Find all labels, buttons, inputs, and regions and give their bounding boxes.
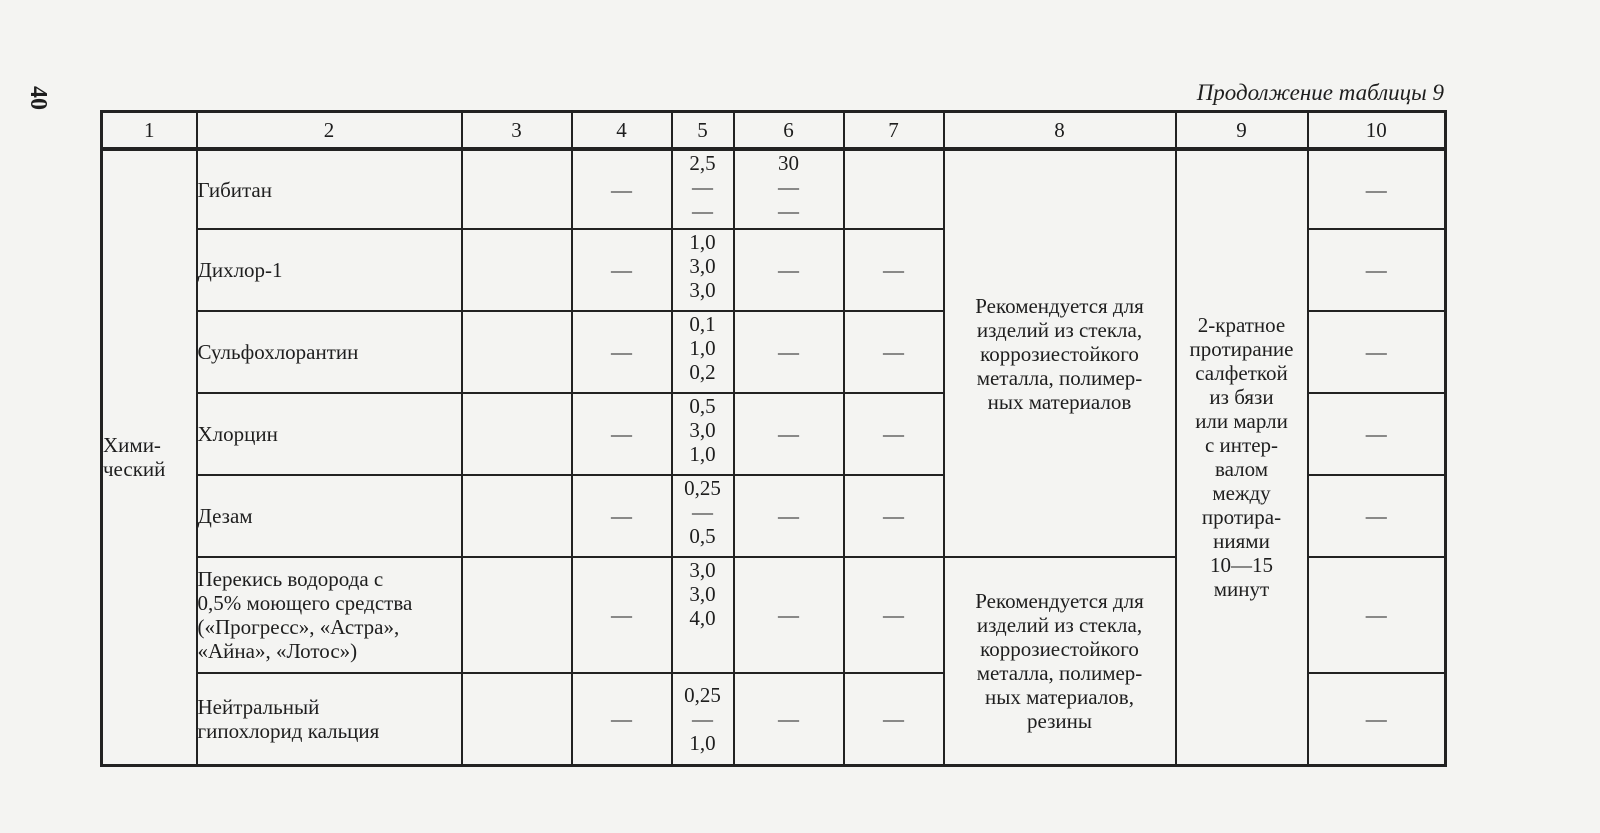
concentration-value: 3,0 bbox=[689, 418, 716, 442]
recommendation-text: коррозиестойкого bbox=[980, 636, 1139, 661]
exposure-value: — bbox=[778, 175, 799, 199]
concentration-value: 3,0 bbox=[689, 278, 716, 302]
col7-cell: — bbox=[844, 311, 944, 393]
concentration-value: 0,5 bbox=[689, 394, 716, 418]
empty-cell bbox=[462, 557, 572, 673]
procedure-cell bbox=[1176, 149, 1308, 765]
recommendation-text: изделий из стекла, bbox=[976, 317, 1143, 342]
header-cell: 8 bbox=[944, 112, 1176, 150]
empty-cell bbox=[462, 149, 572, 229]
header-cell: 6 bbox=[734, 112, 844, 150]
concentration-value: — bbox=[692, 199, 713, 223]
concentration-value: 0,1 bbox=[689, 312, 716, 336]
header-row bbox=[102, 112, 1446, 150]
agent-name: («Прогресс», «Астра», bbox=[197, 615, 400, 639]
col7-cell: — bbox=[844, 229, 944, 311]
empty-cell bbox=[462, 311, 572, 393]
col4-cell: — bbox=[572, 393, 672, 475]
col4-cell: — bbox=[572, 557, 672, 673]
col7-cell: — bbox=[844, 475, 944, 557]
agent-name: Дихлор-1 bbox=[197, 258, 283, 282]
recommendation-cell bbox=[944, 149, 1176, 557]
recommendation-text: Рекомендуется для bbox=[975, 293, 1144, 318]
col4-cell: — bbox=[572, 475, 672, 557]
recommendation-text: Рекомендуется для bbox=[975, 588, 1144, 613]
procedure-text: 10—15 bbox=[1210, 553, 1273, 578]
concentration-cell bbox=[672, 673, 734, 765]
recommendation-text: коррозиестойкого bbox=[980, 341, 1139, 366]
col10-cell: — bbox=[1308, 311, 1446, 393]
exposure-cell: — bbox=[734, 673, 844, 765]
header-cell: 5 bbox=[672, 112, 734, 150]
col10-cell: — bbox=[1308, 229, 1446, 311]
procedure-text: протирание bbox=[1189, 337, 1294, 362]
header-cell: 9 bbox=[1176, 112, 1308, 150]
method-text: Хими- bbox=[103, 433, 161, 458]
method-cell bbox=[102, 149, 197, 765]
agent-name: Дезам bbox=[197, 504, 253, 528]
procedure-text: 2-кратное bbox=[1197, 313, 1286, 338]
col10-cell: — bbox=[1308, 557, 1446, 673]
col10-cell: — bbox=[1308, 475, 1446, 557]
procedure-text: или марли bbox=[1195, 409, 1288, 434]
concentration-value: — bbox=[692, 175, 713, 199]
concentration-value: 1,0 bbox=[689, 442, 716, 466]
concentration-value: 0,25 bbox=[684, 682, 721, 707]
table-caption: Продолжение таблицы 9 bbox=[1196, 80, 1444, 105]
concentration-value: 3,0 bbox=[689, 254, 716, 278]
col10-cell: — bbox=[1308, 149, 1446, 229]
agent-name-cell bbox=[197, 311, 462, 393]
agent-name-cell bbox=[197, 149, 462, 229]
exposure-cell bbox=[734, 149, 844, 229]
agent-name: «Айна», «Лотос») bbox=[197, 639, 358, 663]
exposure-cell: — bbox=[734, 557, 844, 673]
recommendation-text: металла, полимер- bbox=[976, 660, 1143, 685]
concentration-value: 3,0 bbox=[689, 558, 716, 582]
agent-name: Нейтральный bbox=[197, 694, 320, 719]
agent-name-cell bbox=[197, 673, 462, 765]
method-text: ческий bbox=[103, 457, 166, 482]
recommendation-text: ных материалов, bbox=[985, 684, 1134, 709]
agent-name: Сульфохлорантин bbox=[197, 340, 359, 364]
empty-cell bbox=[462, 393, 572, 475]
exposure-cell: — bbox=[734, 229, 844, 311]
header-cell: 2 bbox=[197, 112, 462, 150]
disinfection-table bbox=[100, 110, 1447, 767]
concentration-cell bbox=[672, 557, 734, 673]
col10-cell: — bbox=[1308, 393, 1446, 475]
concentration-value: 0,5 bbox=[689, 524, 716, 548]
col7-cell: — bbox=[844, 393, 944, 475]
concentration-value: — bbox=[692, 706, 713, 731]
recommendation-text: ных материалов bbox=[987, 389, 1132, 414]
concentration-value: — bbox=[692, 500, 713, 524]
recommendation-text: металла, полимер- bbox=[976, 365, 1143, 390]
agent-name-cell bbox=[197, 475, 462, 557]
procedure-text: ниями bbox=[1213, 529, 1270, 554]
procedure-text: протира- bbox=[1201, 505, 1282, 530]
empty-cell bbox=[462, 475, 572, 557]
agent-name: Хлорцин bbox=[197, 422, 278, 446]
col10-cell: — bbox=[1308, 673, 1446, 765]
concentration-cell bbox=[672, 229, 734, 311]
col4-cell: — bbox=[572, 311, 672, 393]
procedure-text: с интер- bbox=[1204, 433, 1279, 458]
exposure-cell: — bbox=[734, 475, 844, 557]
concentration-value: 2,5 bbox=[689, 151, 716, 175]
concentration-value: 4,0 bbox=[689, 606, 716, 630]
exposure-cell: — bbox=[734, 393, 844, 475]
agent-name: Перекись водорода с bbox=[197, 567, 384, 591]
agent-name-cell bbox=[197, 393, 462, 475]
procedure-text: из бязи bbox=[1209, 385, 1274, 410]
exposure-value: — bbox=[778, 199, 799, 223]
concentration-value: 1,0 bbox=[689, 230, 716, 254]
concentration-cell bbox=[672, 311, 734, 393]
procedure-text: валом bbox=[1214, 457, 1268, 482]
concentration-cell bbox=[672, 475, 734, 557]
concentration-value: 0,2 bbox=[689, 360, 716, 384]
col4-cell: — bbox=[572, 673, 672, 765]
recommendation-text: изделий из стекла, bbox=[976, 612, 1143, 637]
recommendation-text: резины bbox=[1027, 708, 1092, 733]
header-cell: 4 bbox=[572, 112, 672, 150]
col4-cell: — bbox=[572, 149, 672, 229]
header-cell: 10 bbox=[1308, 112, 1446, 150]
exposure-cell: — bbox=[734, 311, 844, 393]
empty-cell bbox=[462, 229, 572, 311]
header-cell: 3 bbox=[462, 112, 572, 150]
concentration-cell bbox=[672, 149, 734, 229]
procedure-text: салфеткой bbox=[1195, 361, 1288, 386]
exposure-value: 30 bbox=[778, 151, 799, 175]
col4-cell: — bbox=[572, 229, 672, 311]
agent-name-cell bbox=[197, 229, 462, 311]
page-number: 40 bbox=[25, 86, 52, 110]
concentration-value: 0,25 bbox=[684, 476, 721, 500]
col7-cell: — bbox=[844, 557, 944, 673]
col7-cell: — bbox=[844, 673, 944, 765]
concentration-value: 3,0 bbox=[689, 582, 716, 606]
agent-name-cell bbox=[197, 557, 462, 673]
concentration-value: 1,0 bbox=[689, 730, 716, 755]
concentration-value: 1,0 bbox=[689, 336, 716, 360]
agent-name: 0,5% моющего средства bbox=[197, 591, 413, 615]
col7-cell bbox=[844, 149, 944, 229]
concentration-cell bbox=[672, 393, 734, 475]
agent-name: гипохлорид кальция bbox=[197, 718, 380, 743]
header-cell: 1 bbox=[102, 112, 197, 150]
procedure-text: между bbox=[1212, 481, 1271, 506]
agent-name: Гибитан bbox=[197, 177, 272, 202]
table-row bbox=[102, 149, 1446, 229]
procedure-text: минут bbox=[1213, 577, 1270, 602]
header-cell: 7 bbox=[844, 112, 944, 150]
recommendation-cell bbox=[944, 557, 1176, 765]
empty-cell bbox=[462, 673, 572, 765]
